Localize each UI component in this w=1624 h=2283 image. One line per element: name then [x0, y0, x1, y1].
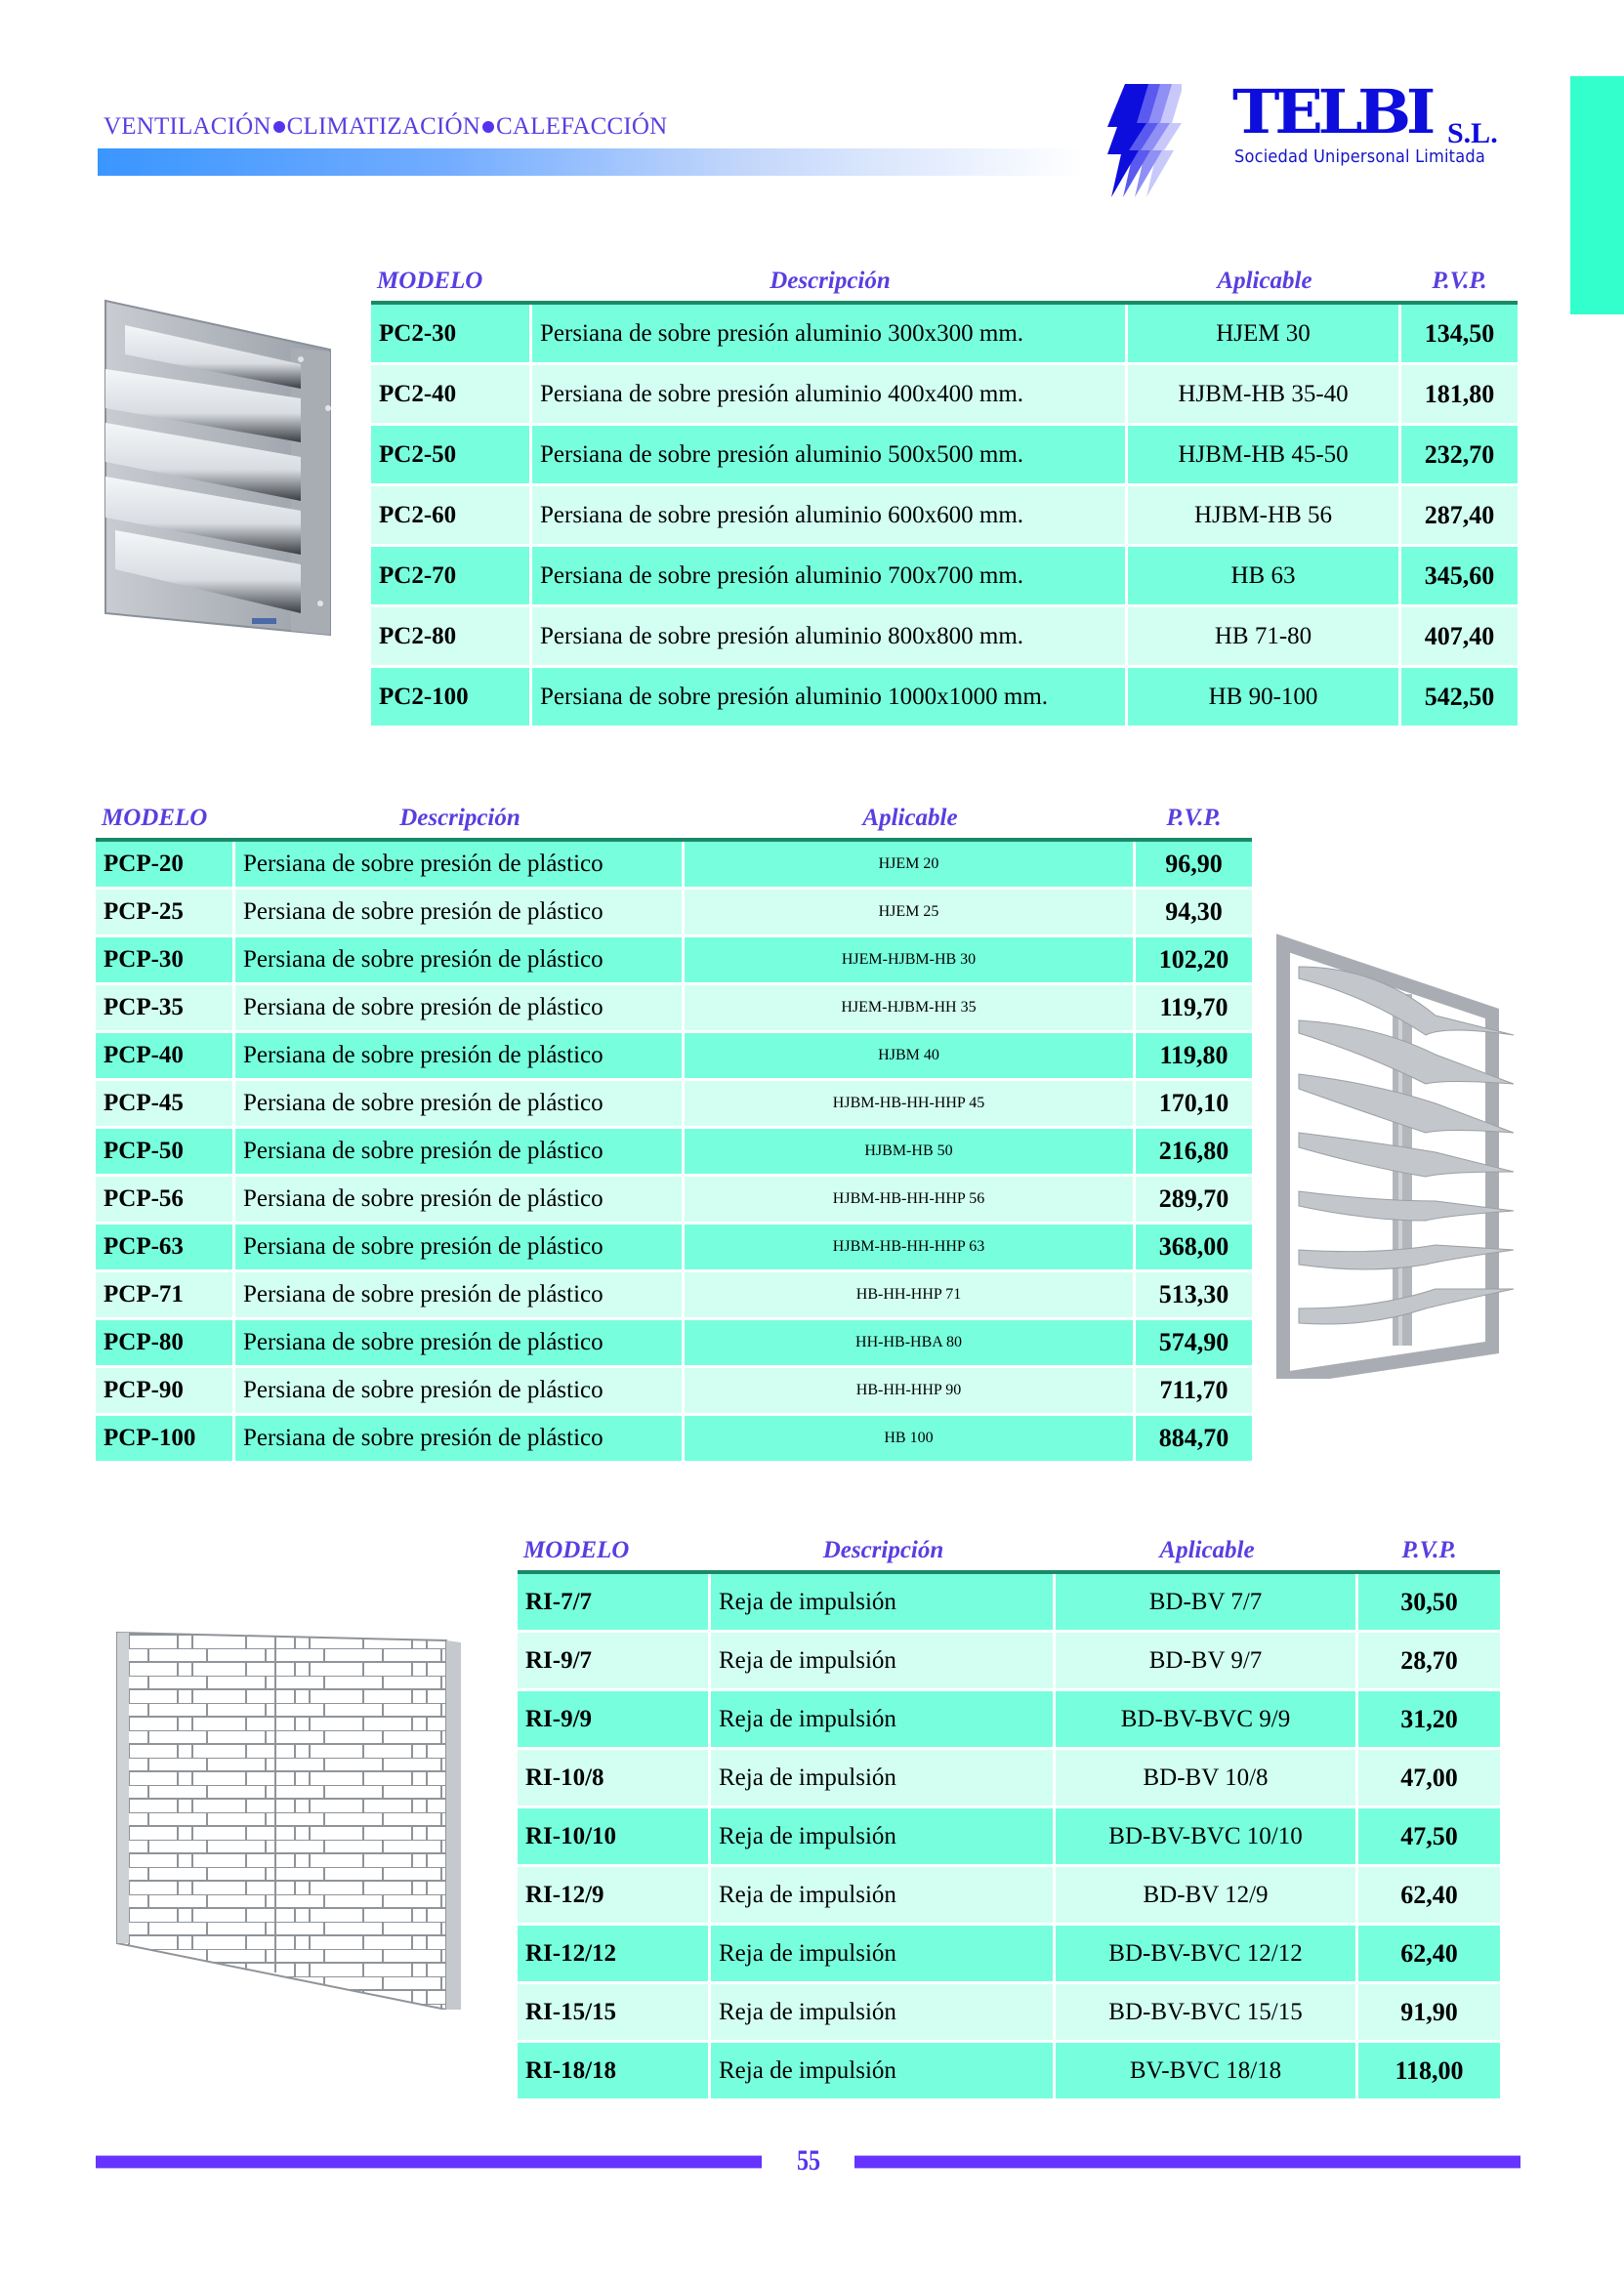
cell-applicable: BD-BV-BVC 15/15 [1056, 1984, 1358, 2043]
table-row [371, 305, 1518, 365]
table-row [518, 1574, 1500, 1633]
table-row [518, 1750, 1500, 1808]
cell-model: PC2-80 [371, 607, 532, 668]
table-row [518, 2043, 1500, 2101]
cell-model: PCP-50 [96, 1129, 235, 1177]
column-header-applicable: Aplicable [862, 805, 958, 831]
cell-price: 94,30 [1136, 890, 1252, 937]
cell-model: PCP-40 [96, 1033, 235, 1081]
column-header-description: Descripción [399, 805, 521, 831]
table-row [371, 547, 1518, 607]
cell-applicable: HJEM-HJBM-HB 30 [685, 937, 1136, 985]
cell-description: Persiana de sobre presión de plástico [235, 1416, 685, 1464]
table-row [96, 890, 1252, 937]
table-row [96, 937, 1252, 985]
table-row [96, 1129, 1252, 1177]
cell-description: Persiana de sobre presión de plástico [235, 985, 685, 1033]
cell-applicable: HJBM-HB 56 [1128, 486, 1401, 547]
logo-suffix: S.L. [1447, 117, 1498, 149]
cell-description: Reja de impulsión [711, 1574, 1056, 1633]
cell-model: PCP-63 [96, 1225, 235, 1272]
table-body [96, 842, 1252, 1464]
cell-model: RI-10/8 [518, 1750, 711, 1808]
cell-model: PC2-30 [371, 305, 532, 365]
cell-price: 118,00 [1358, 2043, 1500, 2101]
cell-price: 96,90 [1136, 842, 1252, 890]
cell-applicable: HB-HH-HHP 71 [685, 1272, 1136, 1320]
cell-price: 181,80 [1401, 365, 1518, 426]
tagline-ventilacion: VENTILACIÓN [104, 113, 271, 140]
table-header [518, 1531, 1500, 1570]
cell-price: 345,60 [1401, 547, 1518, 607]
column-header-model: MODELO [377, 268, 483, 294]
cell-model: PC2-100 [371, 668, 532, 728]
cell-description: Reja de impulsión [711, 1750, 1056, 1808]
cell-model: RI-12/12 [518, 1926, 711, 1984]
cell-model: PCP-80 [96, 1320, 235, 1368]
cell-applicable: HJEM 25 [685, 890, 1136, 937]
cell-description: Persiana de sobre presión aluminio 600x600 mm. [532, 486, 1128, 547]
column-header-price: P.V.P. [1432, 268, 1487, 294]
cell-applicable: HJEM-HJBM-HH 35 [685, 985, 1136, 1033]
cell-model: RI-9/9 [518, 1691, 711, 1750]
cell-model: RI-7/7 [518, 1574, 711, 1633]
table-body [371, 305, 1518, 728]
table-row [371, 668, 1518, 728]
table-row [96, 1225, 1252, 1272]
column-header-model: MODELO [523, 1537, 630, 1563]
table-row [96, 1033, 1252, 1081]
cell-price: 62,40 [1358, 1867, 1500, 1926]
column-header-description: Descripción [822, 1537, 944, 1563]
cell-applicable: BD-BV-BVC 9/9 [1056, 1691, 1358, 1750]
cell-price: 289,70 [1136, 1177, 1252, 1225]
cell-price: 30,50 [1358, 1574, 1500, 1633]
bullet-icon [482, 121, 494, 133]
cell-applicable: BD-BV 10/8 [1056, 1750, 1358, 1808]
column-header-applicable: Aplicable [1217, 268, 1312, 294]
cell-model: PC2-60 [371, 486, 532, 547]
cell-description: Reja de impulsión [711, 1808, 1056, 1867]
cell-applicable: HJBM-HB 35-40 [1128, 365, 1401, 426]
cell-description: Persiana de sobre presión de plástico [235, 890, 685, 937]
cell-model: PCP-35 [96, 985, 235, 1033]
cell-price: 170,10 [1136, 1081, 1252, 1129]
plastic-louver-shutter-image [1270, 928, 1523, 1379]
cell-description: Reja de impulsión [711, 1926, 1056, 1984]
cell-description: Reja de impulsión [711, 1984, 1056, 2043]
cell-price: 216,80 [1136, 1129, 1252, 1177]
table-row [96, 1177, 1252, 1225]
cell-description: Persiana de sobre presión de plástico [235, 1272, 685, 1320]
table-row [518, 1691, 1500, 1750]
price-table-aluminum [371, 262, 1518, 728]
price-table-plastic [96, 799, 1252, 1464]
cell-price: 368,00 [1136, 1225, 1252, 1272]
cell-applicable: HJBM-HB-HH-HHP 63 [685, 1225, 1136, 1272]
cell-applicable: BD-BV 12/9 [1056, 1867, 1358, 1926]
cell-price: 513,30 [1136, 1272, 1252, 1320]
cell-description: Persiana de sobre presión de plástico [235, 1177, 685, 1225]
cell-applicable: HJBM 40 [685, 1033, 1136, 1081]
cell-model: PCP-25 [96, 890, 235, 937]
cell-description: Persiana de sobre presión de plástico [235, 1129, 685, 1177]
footer-bar-right [854, 2155, 1520, 2169]
cell-price: 62,40 [1358, 1926, 1500, 1984]
cell-model: PCP-100 [96, 1416, 235, 1464]
cell-description: Reja de impulsión [711, 2043, 1056, 2101]
cell-description: Persiana de sobre presión aluminio 700x700 mm. [532, 547, 1128, 607]
logo-subtitle: Sociedad Unipersonal Limitada [1234, 146, 1485, 167]
cell-model: RI-12/9 [518, 1867, 711, 1926]
cell-price: 119,70 [1136, 985, 1252, 1033]
cell-description: Reja de impulsión [711, 1691, 1056, 1750]
cell-applicable: HJBM-HB-HH-HHP 45 [685, 1081, 1136, 1129]
column-header-applicable: Aplicable [1159, 1537, 1255, 1563]
cell-description: Persiana de sobre presión aluminio 1000x1000 mm. [532, 668, 1128, 728]
lightning-bolts-icon [1103, 84, 1182, 197]
cell-applicable: HJBM-HB 45-50 [1128, 426, 1401, 486]
table-row [371, 365, 1518, 426]
cell-model: PCP-56 [96, 1177, 235, 1225]
cell-model: PC2-40 [371, 365, 532, 426]
supply-grille-image [109, 1621, 471, 2010]
aluminum-louver-shutter-image [96, 291, 348, 644]
column-header-price: P.V.P. [1401, 1537, 1457, 1563]
column-header-description: Descripción [770, 268, 891, 294]
cell-applicable: HB 100 [685, 1416, 1136, 1464]
cell-price: 91,90 [1358, 1984, 1500, 2043]
table-row [518, 1926, 1500, 1984]
cell-description: Persiana de sobre presión de plástico [235, 937, 685, 985]
cell-applicable: HJEM 30 [1128, 305, 1401, 365]
cell-model: PCP-20 [96, 842, 235, 890]
cell-applicable: HH-HB-HBA 80 [685, 1320, 1136, 1368]
cell-description: Persiana de sobre presión de plástico [235, 1225, 685, 1272]
bullet-icon [273, 121, 285, 133]
table-row [96, 1081, 1252, 1129]
cell-price: 574,90 [1136, 1320, 1252, 1368]
cell-applicable: BD-BV 9/7 [1056, 1633, 1358, 1691]
cell-description: Persiana de sobre presión de plástico [235, 1368, 685, 1416]
footer-bar-left [96, 2155, 762, 2169]
header-gradient-bar [98, 148, 1084, 176]
column-header-model: MODELO [102, 805, 208, 831]
cell-description: Reja de impulsión [711, 1633, 1056, 1691]
cell-price: 407,40 [1401, 607, 1518, 668]
cell-applicable: BD-BV-BVC 12/12 [1056, 1926, 1358, 1984]
cell-description: Persiana de sobre presión de plástico [235, 842, 685, 890]
tagline-calefaccion: CALEFACCIÓN [496, 113, 668, 140]
table-row [96, 1320, 1252, 1368]
cell-model: PCP-90 [96, 1368, 235, 1416]
cell-applicable: HJBM-HB 50 [685, 1129, 1136, 1177]
cell-model: PC2-50 [371, 426, 532, 486]
cell-applicable: BD-BV-BVC 10/10 [1056, 1808, 1358, 1867]
cell-price: 232,70 [1401, 426, 1518, 486]
cell-price: 47,50 [1358, 1808, 1500, 1867]
cell-applicable: HJEM 20 [685, 842, 1136, 890]
table-row [518, 1984, 1500, 2043]
cell-model: RI-18/18 [518, 2043, 711, 2101]
cell-price: 711,70 [1136, 1368, 1252, 1416]
cell-description: Persiana de sobre presión de plástico [235, 1081, 685, 1129]
cell-price: 47,00 [1358, 1750, 1500, 1808]
table-row [96, 985, 1252, 1033]
cell-applicable: HB 63 [1128, 547, 1401, 607]
price-table-grilles [518, 1531, 1500, 2101]
cell-description: Persiana de sobre presión aluminio 800x800 mm. [532, 607, 1128, 668]
page-number: 55 [797, 2144, 820, 2177]
cell-description: Reja de impulsión [711, 1867, 1056, 1926]
cell-description: Persiana de sobre presión aluminio 300x300 mm. [532, 305, 1128, 365]
table-row [371, 426, 1518, 486]
cell-price: 102,20 [1136, 937, 1252, 985]
table-header [371, 262, 1518, 301]
cell-description: Persiana de sobre presión aluminio 500x500 mm. [532, 426, 1128, 486]
cell-applicable: BD-BV 7/7 [1056, 1574, 1358, 1633]
tagline-climatizacion: CLIMATIZACIÓN [286, 113, 481, 140]
cell-price: 28,70 [1358, 1633, 1500, 1691]
cell-applicable: HJBM-HB-HH-HHP 56 [685, 1177, 1136, 1225]
cell-applicable: HB 90-100 [1128, 668, 1401, 728]
cell-model: PCP-45 [96, 1081, 235, 1129]
company-logo [1103, 76, 1523, 197]
cell-applicable: HB-HH-HHP 90 [685, 1368, 1136, 1416]
cell-applicable: HB 71-80 [1128, 607, 1401, 668]
table-row [96, 1272, 1252, 1320]
column-header-price: P.V.P. [1166, 805, 1222, 831]
cell-price: 287,40 [1401, 486, 1518, 547]
table-row [518, 1808, 1500, 1867]
table-row [371, 486, 1518, 547]
cell-applicable: BV-BVC 18/18 [1056, 2043, 1358, 2101]
cell-price: 542,50 [1401, 668, 1518, 728]
cell-description: Persiana de sobre presión de plástico [235, 1033, 685, 1081]
table-row [96, 1368, 1252, 1416]
cell-price: 31,20 [1358, 1691, 1500, 1750]
cell-model: RI-9/7 [518, 1633, 711, 1691]
cell-model: PCP-30 [96, 937, 235, 985]
table-header [96, 799, 1252, 838]
cell-model: RI-10/10 [518, 1808, 711, 1867]
table-row [96, 842, 1252, 890]
cell-description: Persiana de sobre presión de plástico [235, 1320, 685, 1368]
header-tagline [104, 113, 667, 141]
cell-model: RI-15/15 [518, 1984, 711, 2043]
cell-price: 134,50 [1401, 305, 1518, 365]
table-body [518, 1574, 1500, 2101]
table-row [371, 607, 1518, 668]
cell-price: 884,70 [1136, 1416, 1252, 1464]
cell-model: PCP-71 [96, 1272, 235, 1320]
section-side-tab [1570, 76, 1624, 314]
logo-name: TELBI [1232, 76, 1432, 147]
cell-price: 119,80 [1136, 1033, 1252, 1081]
table-row [96, 1416, 1252, 1464]
table-row [518, 1633, 1500, 1691]
table-row [518, 1867, 1500, 1926]
cell-model: PC2-70 [371, 547, 532, 607]
cell-description: Persiana de sobre presión aluminio 400x400 mm. [532, 365, 1128, 426]
